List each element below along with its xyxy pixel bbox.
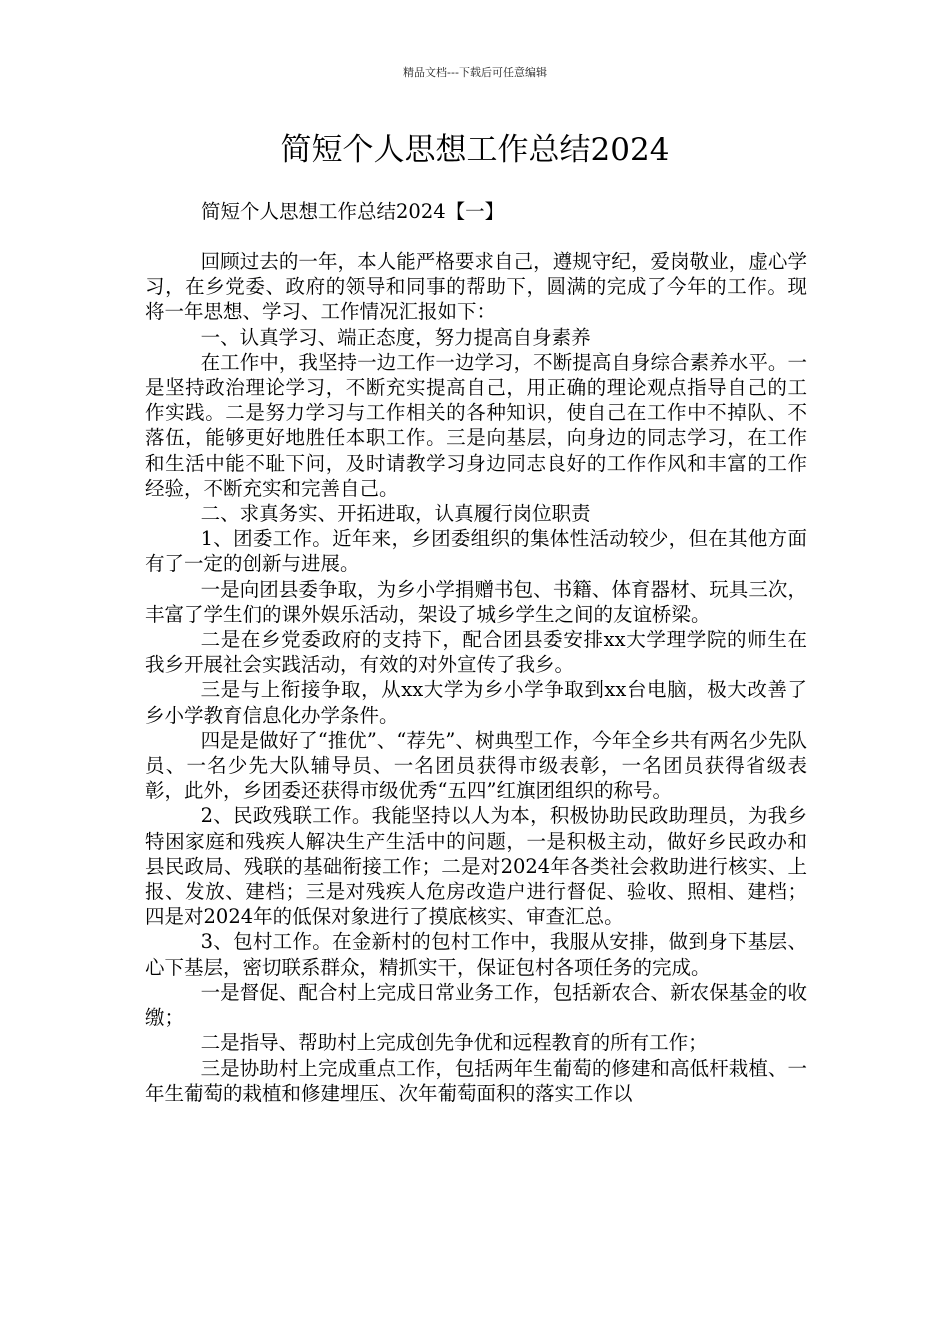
paragraph: 在工作中，我坚持一边工作一边学习，不断提高自身综合素养水平。一是坚持政治理论学习，不断充实提高自己，用正确的理论观点指导自己的工作实践。二是努力学习与工作相关的各种知识，使自己在工作中不掉队、不落伍，能够更好地胜任本职工作。三是向基层，向身边的同志学习，在工作和生活中能不耻下问，及时请教学习身边同志良好的工作作风和丰富的工作经验，不断充实和完善自己。 (145, 350, 807, 500)
paragraph: 三是协助村上完成重点工作，包括两年生葡萄的修建和高低杆栽植、一年生葡萄的栽植和修建埋压、次年葡萄面积的落实工作以 (145, 1056, 807, 1105)
paragraph: 四是是做好了“推优”、“荐先”、树典型工作，今年全乡共有两名少先队员、一名少先大队辅导员、一名团员获得市级表彰，一名团员获得省级表彰，此外，乡团委还获得市级优秀“五四”红旗团组织的称号。 (145, 728, 807, 803)
paragraph: 1、团委工作。近年来，乡团委组织的集体性活动较少，但在其他方面有了一定的创新与进展。 (145, 527, 807, 576)
paragraph: 三是与上衔接争取，从xx大学为乡小学争取到xx台电脑，极大改善了乡小学教育信息化办学条件。 (145, 678, 807, 727)
paragraph: 3、包村工作。在金新村的包村工作中，我服从安排，做到身下基层、心下基层，密切联系群众，精抓实干，保证包村各项任务的完成。 (145, 930, 807, 979)
paragraph: 2、民政残联工作。我能坚持以人为本，积极协助民政助理员，为我乡特困家庭和残疾人解决生产生活中的问题，一是积极主动，做好乡民政办和县民政局、残联的基础衔接工作；二是对2024年各类社会救助进行核实、上报、发放、建档；三是对残疾人危房改造户进行督促、验收、照相、建档；四是对2024年的低保对象进行了摸底核实、审查汇总。 (145, 804, 807, 929)
paragraph: 二是在乡党委政府的支持下，配合团县委安排xx大学理学院的师生在我乡开展社会实践活动，有效的对外宣传了我乡。 (145, 628, 807, 677)
section-heading-2: 二、求真务实、开拓进取，认真履行岗位职责 (200, 502, 591, 526)
page-header-note: 精品文档---下载后可任意编辑 (403, 66, 547, 79)
paragraph: 一是向团县委争取，为乡小学捐赠书包、书籍、体育器材、玩具三次，丰富了学生们的课外娱乐活动，架设了城乡学生之间的友谊桥梁。 (145, 577, 807, 626)
document-body (145, 249, 807, 1106)
paragraph: 二是指导、帮助村上完成创先争优和远程教育的所有工作； (200, 1031, 708, 1055)
section-heading-1: 一、认真学习、端正态度，努力提高自身素养 (200, 325, 591, 349)
section-subtitle: 简短个人思想工作总结2024【一】 (201, 200, 505, 223)
document-title: 简短个人思想工作总结2024 (280, 132, 670, 168)
paragraph: 一是督促、配合村上完成日常业务工作，包括新农合、新农保基金的收缴； (145, 980, 807, 1030)
paragraph-intro: 回顾过去的一年，本人能严格要求自己，遵规守纪，爱岗敬业，虚心学习，在乡党委、政府的领导和同事的帮助下，圆满的完成了今年的工作。现将一年思想、学习、工作情况汇报如下： (145, 250, 807, 324)
